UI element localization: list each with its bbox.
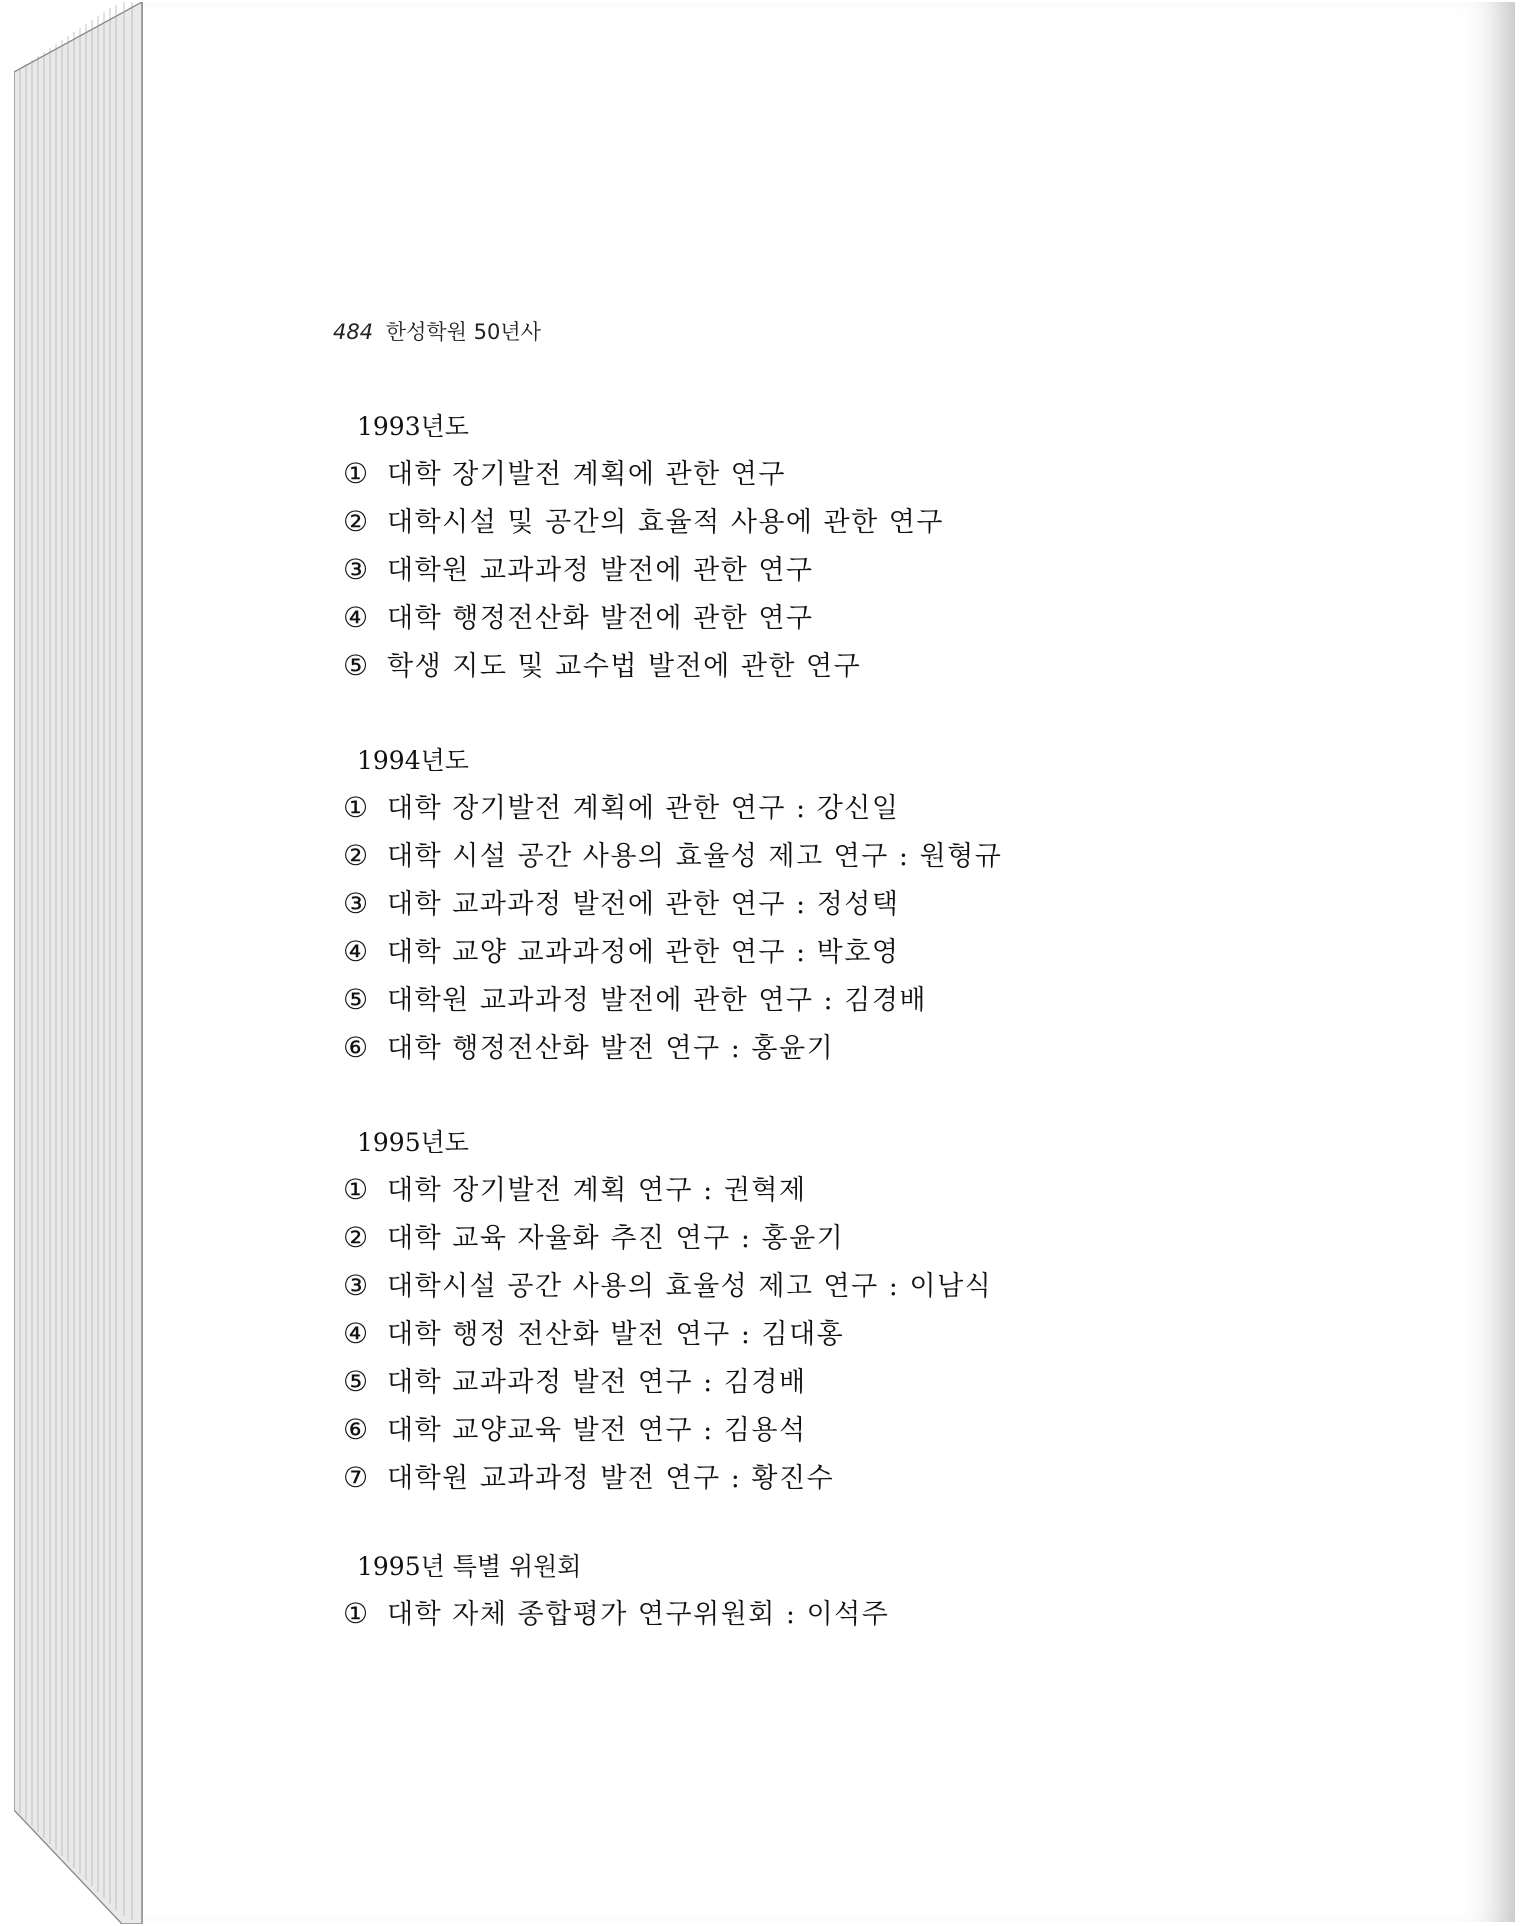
item-text: 학생 지도 및 교수법 발전에 관한 연구: [387, 651, 862, 682]
item-marker: ③: [343, 887, 370, 920]
list-item: [343, 1310, 992, 1358]
item-marker: ④: [343, 935, 370, 968]
section-1993: [343, 404, 944, 690]
item-text: 대학 행정전산화 발전에 관한 연구: [387, 603, 814, 634]
list-item: [343, 1166, 992, 1214]
item-text: 대학 교육 자율화 추진 연구 : 홍윤기: [387, 1223, 845, 1254]
list-item: [343, 976, 1002, 1024]
item-marker: ⑤: [343, 1365, 370, 1398]
item-marker: ⑤: [343, 649, 370, 682]
item-marker: ⑦: [343, 1461, 370, 1494]
section-title: 1995년 특별 위원회: [357, 1552, 582, 1581]
list-item: [343, 832, 1002, 880]
section-1995-special-committee: [343, 1544, 889, 1638]
item-marker: ①: [343, 1597, 370, 1630]
item-text: 대학 교과과정 발전에 관한 연구 : 정성택: [387, 889, 900, 920]
section-title: 1995년도: [357, 1128, 469, 1157]
item-marker: ②: [343, 1221, 370, 1254]
book-page: [142, 2, 1515, 1922]
item-text: 대학 장기발전 계획에 관한 연구 : 강신일: [387, 793, 900, 824]
item-text: 대학원 교과과정 발전 연구 : 황진수: [387, 1463, 835, 1494]
section-1995: [343, 1120, 992, 1502]
section-title: 1993년도: [357, 412, 469, 441]
list-item: [343, 1358, 992, 1406]
item-marker: ①: [343, 791, 370, 824]
list-item: [343, 450, 944, 498]
list-item: [343, 1214, 992, 1262]
list-item: [343, 546, 944, 594]
item-text: 대학원 교과과정 발전에 관한 연구: [387, 555, 814, 586]
list-item: [343, 928, 1002, 976]
item-marker: ②: [343, 839, 370, 872]
list-item: [343, 1024, 1002, 1072]
item-text: 대학 교양교육 발전 연구 : 김용석: [387, 1415, 807, 1446]
item-text: 대학 시설 공간 사용의 효율성 제고 연구 : 원형규: [387, 841, 1003, 872]
book-page-stack: [14, 2, 144, 1924]
item-text: 대학 교과과정 발전 연구 : 김경배: [387, 1367, 807, 1398]
list-item: [343, 594, 944, 642]
item-marker: ②: [343, 505, 370, 538]
item-text: 대학 장기발전 계획 연구 : 권혁제: [387, 1175, 807, 1206]
page-number: 484: [333, 320, 374, 344]
item-text: 대학 자체 종합평가 연구위원회 : 이석주: [387, 1599, 890, 1630]
list-item: [343, 1590, 889, 1638]
item-marker: ⑥: [343, 1413, 370, 1446]
item-text: 대학시설 및 공간의 효율적 사용에 관한 연구: [387, 507, 944, 538]
item-text: 대학시설 공간 사용의 효율성 제고 연구 : 이남식: [387, 1271, 993, 1302]
section-1994: [343, 738, 1002, 1072]
item-text: 대학원 교과과정 발전에 관한 연구 : 김경배: [387, 985, 927, 1016]
item-marker: ③: [343, 1269, 370, 1302]
running-header: [333, 316, 541, 346]
list-item: [343, 642, 944, 690]
item-marker: ④: [343, 601, 370, 634]
item-marker: ⑥: [343, 1031, 370, 1064]
item-marker: ④: [343, 1317, 370, 1350]
item-marker: ①: [343, 1173, 370, 1206]
book-title: 한성학원 50년사: [385, 320, 541, 344]
item-marker: ③: [343, 553, 370, 586]
list-item: [343, 498, 944, 546]
item-text: 대학 교양 교과과정에 관한 연구 : 박호영: [387, 937, 900, 968]
item-text: 대학 장기발전 계획에 관한 연구: [387, 459, 786, 490]
item-text: 대학 행정전산화 발전 연구 : 홍윤기: [387, 1033, 835, 1064]
item-marker: ⑤: [343, 983, 370, 1016]
item-text: 대학 행정 전산화 발전 연구 : 김대홍: [387, 1319, 845, 1350]
list-item: [343, 1406, 992, 1454]
section-title: 1994년도: [357, 746, 469, 775]
item-marker: ①: [343, 457, 370, 490]
list-item: [343, 880, 1002, 928]
list-item: [343, 1454, 992, 1502]
list-item: [343, 784, 1002, 832]
list-item: [343, 1262, 992, 1310]
